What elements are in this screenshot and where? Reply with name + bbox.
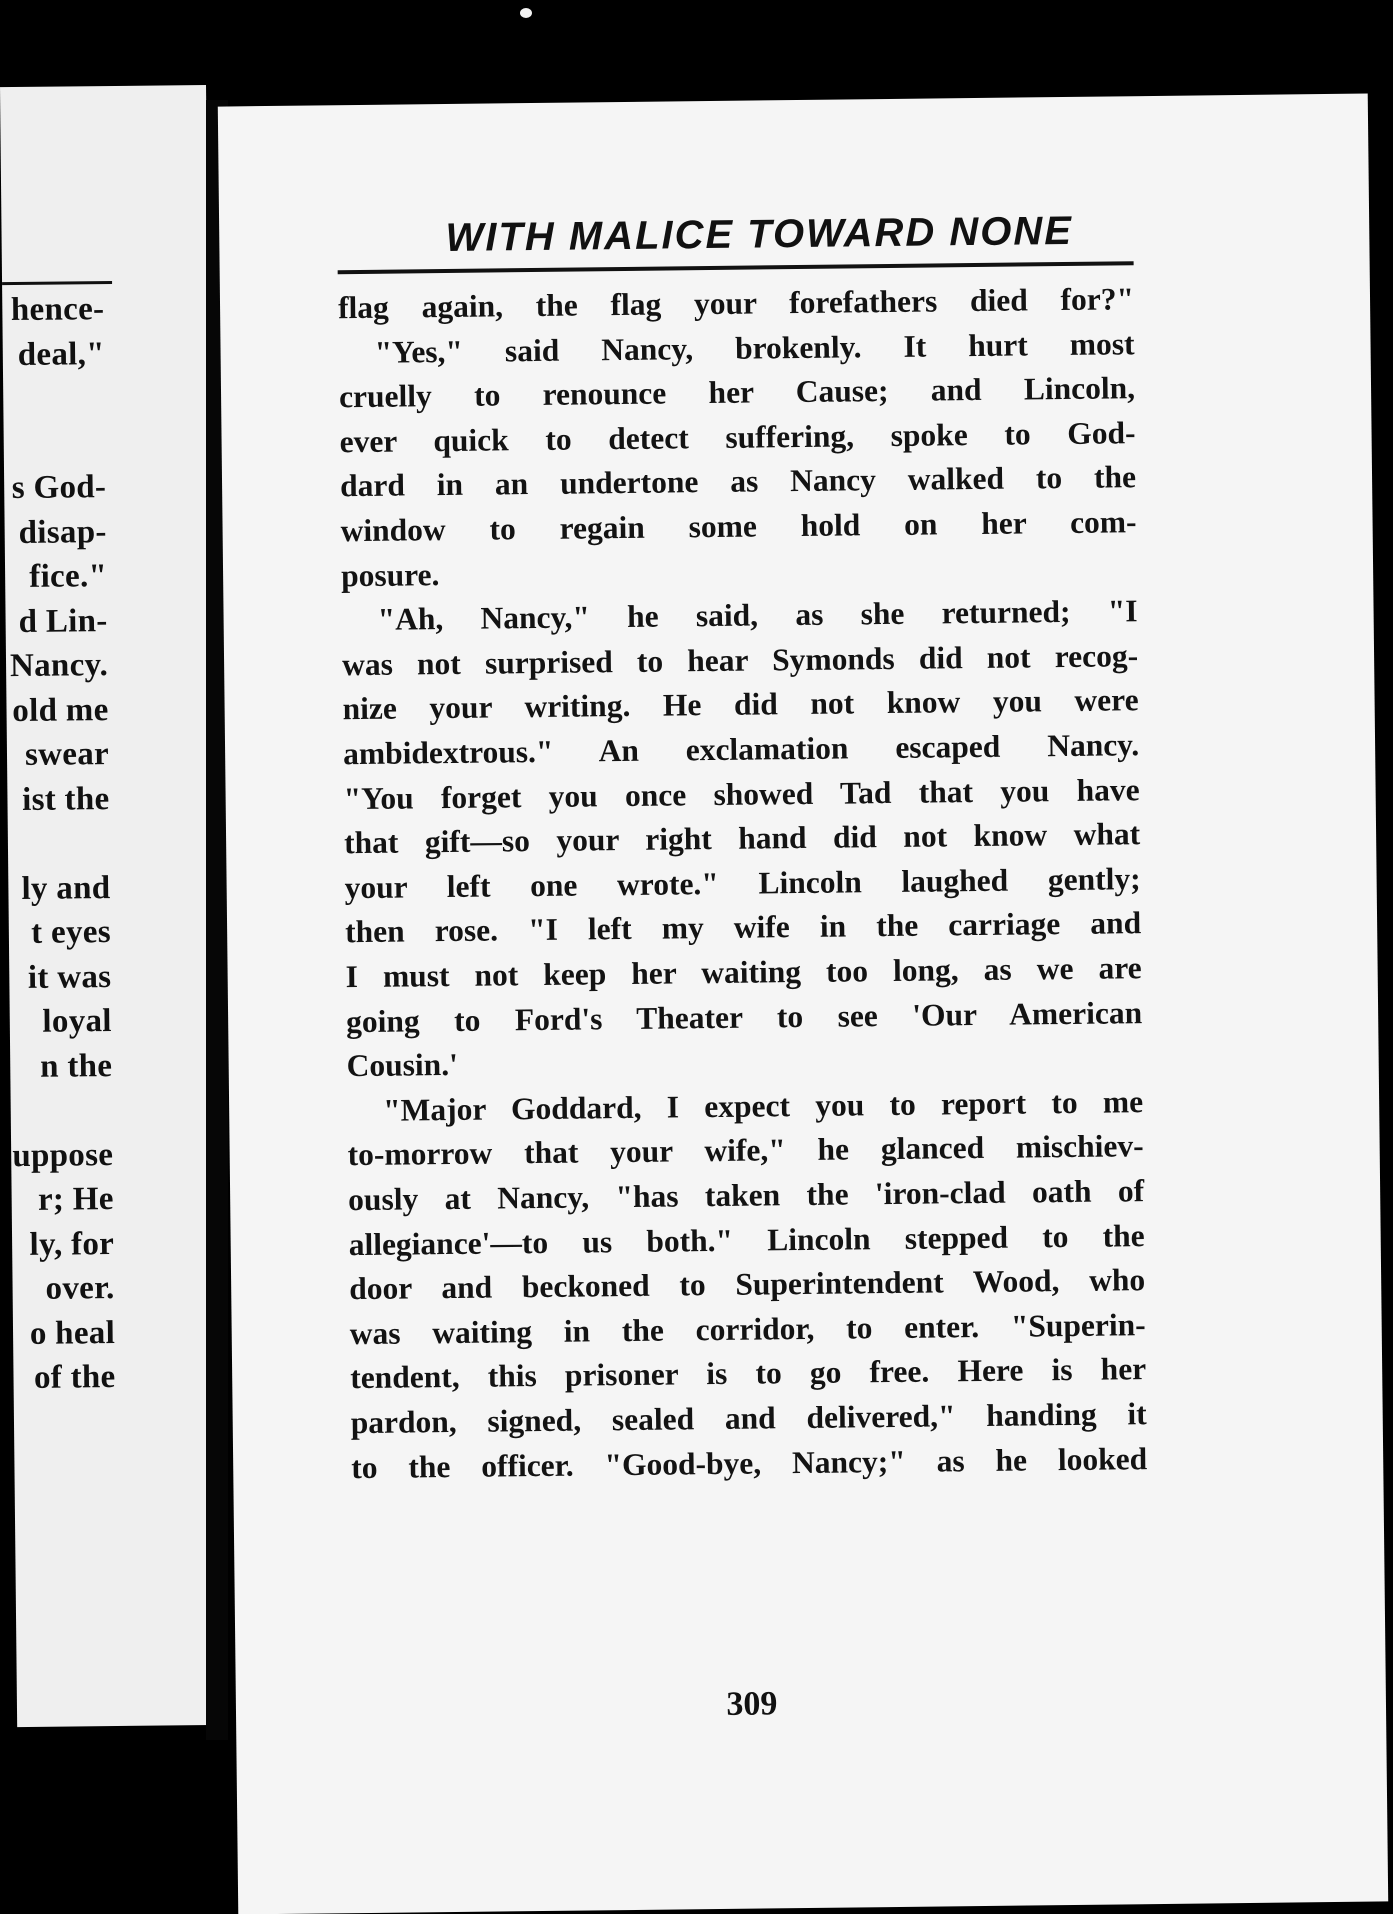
text-line: window to regain some hold on her com- <box>340 504 1137 549</box>
left-page <box>0 85 223 1727</box>
left-page-line: hence- <box>10 291 105 329</box>
text-line: ambidextrous." An exclamation escaped Nancy. <box>342 727 1140 772</box>
text-line: I must not keep her waiting too long, as we are <box>345 950 1142 995</box>
left-page-line: fice." <box>29 558 108 595</box>
left-page-line: swear <box>24 736 110 773</box>
running-head: WITH MALICE TOWARD NONE <box>445 208 1074 261</box>
body-text <box>337 276 1148 1723</box>
text-line: "Ah, Nancy," he said, as she returned; "I <box>377 593 1138 637</box>
text-line: nize your writing. He did not know you were <box>342 682 1139 727</box>
left-page-line: Nancy. <box>9 647 109 685</box>
left-page-rule <box>2 281 112 285</box>
text-line: to-morrow that your wife," he glanced mischiev- <box>347 1128 1144 1173</box>
page-number: 309 <box>726 1685 778 1723</box>
left-page-line: uppose <box>12 1136 114 1174</box>
left-page-line: s God- <box>11 469 107 507</box>
text-line: tendent, this prisoner is to go free. Here is her <box>350 1351 1147 1396</box>
left-page-line: ly and <box>21 869 111 907</box>
left-page-line: d Lin- <box>18 602 108 640</box>
text-line: that gift—so your right hand did not know what <box>343 816 1141 861</box>
text-line: dard in an undertone as Nancy walked to the <box>339 459 1137 504</box>
left-page-line: loyal <box>42 1003 112 1040</box>
left-page-line: r; He <box>37 1181 114 1218</box>
text-line: pardon, signed, sealed and delivered," handing it <box>350 1396 1147 1441</box>
left-page-line: disap- <box>18 513 107 551</box>
text-line: your left one wrote." Lincoln laughed gently; <box>344 860 1141 905</box>
scan-speck <box>520 8 532 18</box>
text-line: flag again, the flag your forefathers died for?" <box>337 281 1135 326</box>
text-line: door and beckoned to Superintendent Wood, who <box>349 1262 1146 1307</box>
left-page-line: ly, for <box>29 1225 115 1263</box>
text-line: ever quick to detect suffering, spoke to God- <box>339 414 1136 460</box>
text-line: "Major Goddard, I expect you to report to me <box>382 1083 1144 1128</box>
left-page-line: t eyes <box>30 914 112 951</box>
left-page-line: deal," <box>17 335 105 373</box>
text-line: going to Ford's Theater to see 'Our American <box>345 994 1143 1039</box>
text-line: cruelly to renounce her Cause; and Lincoln, <box>338 370 1136 415</box>
text-line: posure. <box>340 556 440 593</box>
left-page-line: it was <box>27 958 112 996</box>
text-line: then rose. "I left my wife in the carriage and <box>344 905 1142 950</box>
text-line: "Yes," said Nancy, brokenly. It hurt most <box>374 325 1135 370</box>
left-page-line: o heal <box>29 1314 116 1352</box>
text-line: ously at Nancy, "has taken the 'iron-clad oath of <box>347 1173 1145 1218</box>
text-line: allegiance'—to us both." Lincoln stepped to the <box>348 1217 1145 1262</box>
text-line: was waiting in the corridor, to enter. "Superin- <box>349 1306 1146 1351</box>
left-page-text <box>2 291 116 1396</box>
left-page-line: of the <box>33 1359 116 1396</box>
left-page-line: over. <box>45 1270 115 1307</box>
text-line: to the officer. "Good-bye, Nancy;" as he looked <box>351 1440 1148 1485</box>
text-line: "You forget you once showed Tad that you have <box>343 771 1140 816</box>
left-page-line: old me <box>12 691 109 729</box>
text-line: Cousin.' <box>346 1047 459 1084</box>
right-page <box>218 94 1388 1914</box>
text-line: was not surprised to hear Symonds did not recog- <box>341 637 1139 683</box>
left-page-line: ist the <box>21 780 110 818</box>
left-page-line: n the <box>39 1047 113 1085</box>
